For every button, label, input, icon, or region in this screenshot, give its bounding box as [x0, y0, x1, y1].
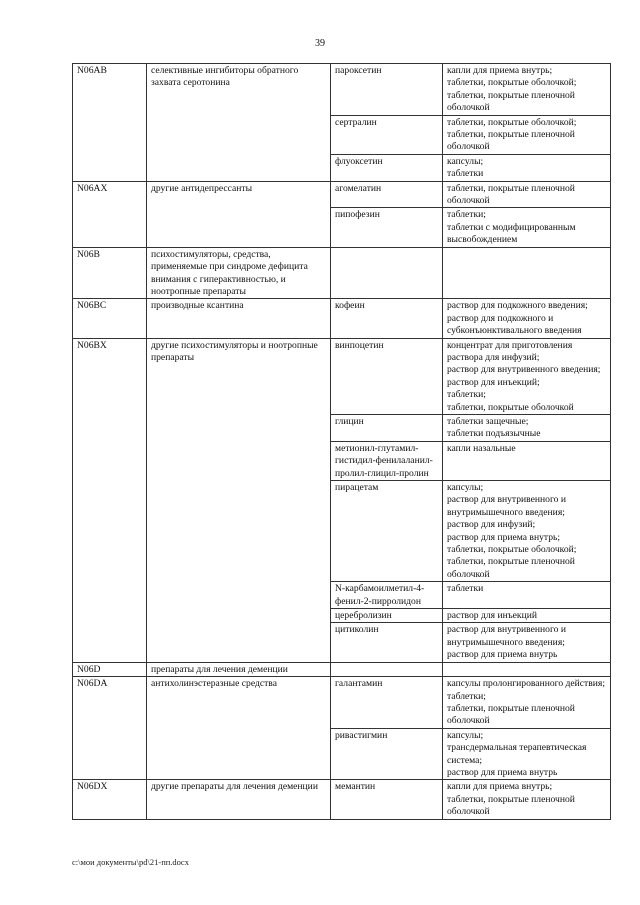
- table-row: [73, 338, 611, 414]
- dosage-form-line: таблетки;: [447, 690, 486, 702]
- dosage-forms-cell: [443, 609, 611, 623]
- dosage-forms-cell: [443, 481, 611, 582]
- dosage-form-line: капсулы;: [447, 155, 484, 167]
- drug-name-cell: агомелатин: [331, 181, 443, 208]
- drug-name-cell: пароксетин: [331, 64, 443, 116]
- drug-name-cell: галантамин: [331, 677, 443, 729]
- dosage-form-line: капсулы пролонгированного действия;: [447, 678, 605, 690]
- atc-code-cell: N06B: [73, 247, 147, 299]
- dosage-forms-cell: [443, 623, 611, 662]
- dosage-form-line: таблетки;: [447, 389, 486, 401]
- drug-name-cell: [331, 247, 443, 299]
- atc-code-cell: N06D: [73, 662, 147, 676]
- dosage-form-line: таблетки, покрытые оболочкой: [447, 401, 574, 413]
- dosage-form-line: таблетки защечные;: [447, 415, 529, 427]
- dosage-form-line: таблетки: [447, 583, 484, 595]
- dosage-form-line: раствор для подкожного введения;: [447, 300, 588, 312]
- dosage-form-line: раствор для внутривенного и внутримышечного введения;: [447, 624, 566, 648]
- dosage-forms-cell: [443, 728, 611, 780]
- drug-name-cell: глицин: [331, 414, 443, 441]
- dosage-form-line: таблетки, покрытые пленочной оболочкой: [447, 89, 575, 114]
- dosage-form-line: таблетки, покрытые оболочкой;: [447, 116, 577, 128]
- table-row: [73, 247, 611, 299]
- dosage-form-line: капсулы;: [447, 482, 484, 493]
- drug-name-cell: пирацетам: [331, 481, 443, 582]
- drug-group-cell: психостимуляторы, средства, применяемые при синдроме дефицита внимания с гиперактивностью, и ноотропные препараты: [147, 247, 331, 299]
- dosage-forms-cell: [443, 338, 611, 414]
- drug-name-cell: пипофезин: [331, 208, 443, 247]
- dosage-form-line: капли назальные: [447, 442, 516, 454]
- drug-group-cell: препараты для лечения деменции: [147, 662, 331, 676]
- dosage-form-line: таблетки, покрытые оболочкой;: [447, 544, 577, 556]
- drug-group-cell: производные ксантина: [147, 299, 331, 338]
- drug-group-cell: другие психостимуляторы и ноотропные препараты: [147, 338, 331, 662]
- atc-code-cell: N06AX: [73, 181, 147, 247]
- dosage-forms-cell: [443, 677, 611, 729]
- dosage-form-line: таблетки;: [447, 209, 486, 221]
- dosage-form-line: таблетки, покрытые пленочной оболочкой: [447, 793, 575, 818]
- dosage-forms-cell: [443, 582, 611, 609]
- dosage-form-line: таблетки, покрытые оболочкой;: [447, 77, 577, 89]
- dosage-forms-cell: [443, 115, 611, 154]
- drug-name-cell: мемантин: [331, 780, 443, 819]
- dosage-forms-cell: [443, 208, 611, 247]
- table-row: [73, 64, 611, 116]
- dosage-form-line: раствор для инъекций;: [447, 376, 540, 388]
- dosage-form-line: таблетки с модифицированным высвобождением: [447, 221, 576, 246]
- dosage-form-line: раствор для приема внутрь: [447, 766, 558, 778]
- dosage-form-line: таблетки, покрытые пленочной оболочкой: [447, 182, 575, 207]
- table-row: [73, 299, 611, 338]
- dosage-form-line: раствор для подкожного и субконъюнктивального введения: [447, 312, 582, 337]
- drug-name-cell: метионил-глутамил-гистидил-фенилаланил-пролил-глицил-пролин: [331, 441, 443, 480]
- dosage-form-line: раствор для инъекций: [447, 610, 537, 622]
- atc-code-cell: N06BX: [73, 338, 147, 662]
- dosage-forms-cell: [443, 780, 611, 819]
- drug-table: [72, 63, 611, 820]
- drug-name-cell: флуоксетин: [331, 154, 443, 181]
- atc-code-cell: N06AB: [73, 64, 147, 182]
- drug-group-cell: антихолинэстеразные средства: [147, 677, 331, 780]
- drug-name-cell: кофеин: [331, 299, 443, 338]
- drug-name-cell: сертралин: [331, 115, 443, 154]
- drug-group-cell: селективные ингибиторы обратного захвата серотонина: [147, 64, 331, 182]
- dosage-form-line: концентрат для приготовления раствора для инфузий;: [447, 339, 573, 363]
- drug-group-cell: другие антидепрессанты: [147, 181, 331, 247]
- atc-code-cell: N06DA: [73, 677, 147, 780]
- dosage-form-line: таблетки, покрытые пленочной оболочкой: [447, 556, 575, 580]
- drug-name-cell: N-карбамоилметил-4-фенил-2-пирролидон: [331, 582, 443, 609]
- table-row: [73, 181, 611, 208]
- dosage-forms-cell: [443, 662, 611, 676]
- dosage-forms-cell: [443, 414, 611, 441]
- atc-code-cell: N06DX: [73, 780, 147, 819]
- dosage-forms-cell: [443, 441, 611, 480]
- dosage-forms-cell: [443, 247, 611, 299]
- dosage-forms-cell: [443, 299, 611, 338]
- drug-name-cell: ривастигмин: [331, 728, 443, 780]
- drug-name-cell: цитиколин: [331, 623, 443, 662]
- table-row: [73, 662, 611, 676]
- dosage-forms-cell: [443, 181, 611, 208]
- dosage-form-line: капли для приема внутрь;: [447, 65, 553, 76]
- dosage-form-line: раствор для инфузий;: [447, 519, 536, 531]
- dosage-form-line: таблетки подъязычные: [447, 428, 541, 440]
- dosage-form-line: таблетки, покрытые пленочной оболочкой: [447, 129, 575, 153]
- drug-name-cell: винпоцетин: [331, 338, 443, 414]
- dosage-form-line: таблетки, покрытые пленочной оболочкой: [447, 702, 575, 727]
- dosage-form-line: раствор для внутривенного и внутримышечного введения;: [447, 494, 566, 518]
- dosage-forms-cell: [443, 154, 611, 181]
- page-number: 39: [315, 38, 325, 49]
- dosage-form-line: капсулы;: [447, 729, 484, 741]
- drug-name-cell: церебролизин: [331, 609, 443, 623]
- drug-group-cell: другие препараты для лечения деменции: [147, 780, 331, 819]
- drug-name-cell: [331, 662, 443, 676]
- table-row: [73, 677, 611, 729]
- dosage-form-line: раствор для приема внутрь: [447, 649, 558, 661]
- dosage-form-line: раствор для внутривенного введения;: [447, 364, 601, 376]
- dosage-form-line: таблетки: [447, 168, 484, 180]
- dosage-forms-cell: [443, 64, 611, 116]
- drug-table-body: [73, 64, 611, 820]
- dosage-form-line: трансдермальная терапевтическая система;: [447, 742, 587, 766]
- atc-code-cell: N06BC: [73, 299, 147, 338]
- dosage-form-line: капли для приема внутрь;: [447, 781, 553, 793]
- table-row: [73, 780, 611, 819]
- dosage-form-line: раствор для приема внутрь;: [447, 531, 561, 543]
- footer-file-path: c:\мои документы\pd\21-пп.docx: [72, 857, 189, 867]
